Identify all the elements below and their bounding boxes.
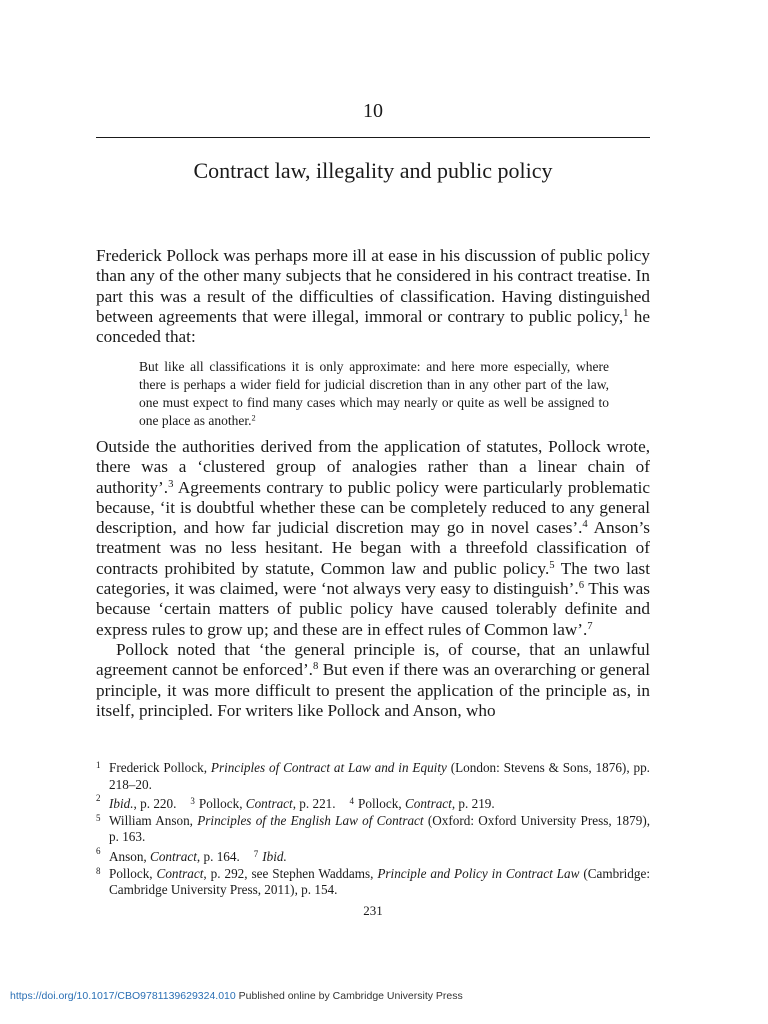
note-ref-1[interactable]: 1: [623, 308, 629, 320]
note-ref-6[interactable]: 6: [578, 580, 585, 592]
footnote-book-title: Contract: [156, 865, 204, 881]
footnote-number: 3: [190, 796, 195, 807]
page-number: 231: [363, 903, 383, 918]
footnote-1: [96, 760, 650, 793]
chapter-number: 10: [363, 100, 383, 122]
footnote-text: Pollock,: [109, 865, 157, 881]
paragraph-2-sentence: Agreements contrary to public policy were particularly problematic because, ‘it is doubtful whether these can be completely reduced to any general description, and how far judicial discretion may go in novel cases’.: [96, 477, 650, 538]
paragraph-1-text-after: he conceded that:: [96, 306, 650, 347]
footnote-text: Pollock,: [198, 796, 246, 812]
note-ref-2[interactable]: 2: [251, 413, 256, 423]
footnote-book-title: Principle and Policy in Contract Law: [377, 865, 580, 881]
note-ref-7[interactable]: 7: [587, 620, 593, 632]
body-continuation: [96, 437, 650, 721]
paragraph-2-sentence: This was because ‘certain matters of public policy have caused tolerably definite and express rules to grow up; and these are in effect rules of Common law’.: [96, 579, 650, 639]
footnote-text: , p. 292, see Stephen Waddams,: [203, 865, 378, 881]
footnote-text: , p. 219.: [451, 796, 495, 812]
note-ref-8[interactable]: 8: [312, 661, 319, 673]
footnote-text: Pollock,: [358, 796, 405, 812]
footnotes: [96, 760, 650, 899]
footnote-book-title: Contract: [404, 796, 452, 812]
block-quote-text: But like all classifications it is only approximate: and here more especially, where there is perhaps a wider field for judicial discretion than in any other part of the law, one must expect to find many cases which may nearly or quite as well be assigned to one place as another.: [139, 359, 609, 428]
footnote-number: 7: [253, 848, 259, 859]
footnote-text: , p. 164.: [196, 848, 240, 864]
footnote-number: 6: [96, 845, 101, 856]
footnote-2-3-4: [96, 793, 650, 813]
footnote-text: (Cambridge: Cambridge University Press, 2011), p. 154.: [109, 865, 651, 898]
paragraph-2-sentence: Anson’s treatment was no less hesitant. He began with a threefold classification of contracts prohibited by statute, Common law and public policy.: [96, 518, 650, 578]
chapter-divider: [96, 137, 650, 138]
note-ref-3[interactable]: 3: [168, 478, 174, 490]
footnote-number: 8: [96, 865, 101, 876]
chapter-title: Contract law, illegality and public policy: [193, 158, 553, 183]
paragraph-3-sentence: Pollock noted that ‘the general principle is, of course, that an unlawful agreement cannot be enforced’.: [96, 639, 650, 680]
publisher-note: Published online by Cambridge University Press: [235, 990, 463, 1002]
footnote-8: [96, 866, 650, 899]
doi-link[interactable]: https://doi.org/10.1017/CBO9781139629324.010: [10, 990, 236, 1002]
paragraph-2: [96, 437, 650, 640]
footnote-ibid: Ibid.: [109, 796, 134, 812]
footnote-number: 5: [96, 812, 101, 823]
footnote-text: , p. 220.: [133, 796, 177, 812]
note-ref-4[interactable]: 4: [582, 519, 588, 531]
footnote-text: (London: Stevens & Sons, 1876), pp. 218–20.: [109, 760, 650, 792]
footnote-book-title: Contract: [150, 848, 197, 864]
footnote-number: 4: [349, 796, 355, 807]
note-ref-5[interactable]: 5: [549, 559, 555, 571]
footnote-text: Anson,: [109, 848, 151, 864]
footnote-number: 1: [96, 760, 101, 770]
footnote-number: 2: [96, 793, 101, 804]
paragraph-2-sentence: The two last categories, it was claimed, were ‘not always very easy to distinguish’.: [96, 558, 651, 599]
footnote-ibid: Ibid.: [262, 848, 287, 864]
footnote-book-title: Principles of the English Law of Contract: [197, 812, 424, 828]
doi-footer: [10, 990, 463, 1002]
footnote-text: , p. 221.: [292, 796, 336, 812]
paragraph-3: [96, 640, 650, 721]
footnote-book-title: Contract: [245, 796, 293, 812]
block-quote: [139, 358, 609, 430]
footnote-text: William Anson,: [109, 812, 198, 828]
footnote-text: (Oxford: Oxford University Press, 1879), p. 163.: [109, 812, 651, 845]
footnote-book-title: Principles of Contract at Law and in Equity: [210, 760, 447, 775]
footnote-5: [96, 813, 650, 846]
paragraph-3-sentence: But even if there was an overarching or general principle, it was more difficult to present the application of the principle as, in itself, principled. For writers like Pollock and Anson, who: [96, 660, 650, 720]
footnote-6-7: [96, 846, 650, 866]
footnote-text: Frederick Pollock,: [109, 760, 211, 775]
paragraph-2-sentence: Outside the authorities derived from the application of statutes, Pollock wrote, there was a ‘clustered group of analogies rather than a linear chain of authority’.: [96, 437, 650, 497]
paragraph-1: [96, 246, 650, 347]
paragraph-1-text: Frederick Pollock was perhaps more ill at ease in his discussion of public policy than any of the other many subjects that he considered in his contract treatise. In part this was a result of the difficulties of classification. Having distinguished between agreements that were illegal, immoral or contrary to public policy,: [96, 246, 650, 326]
